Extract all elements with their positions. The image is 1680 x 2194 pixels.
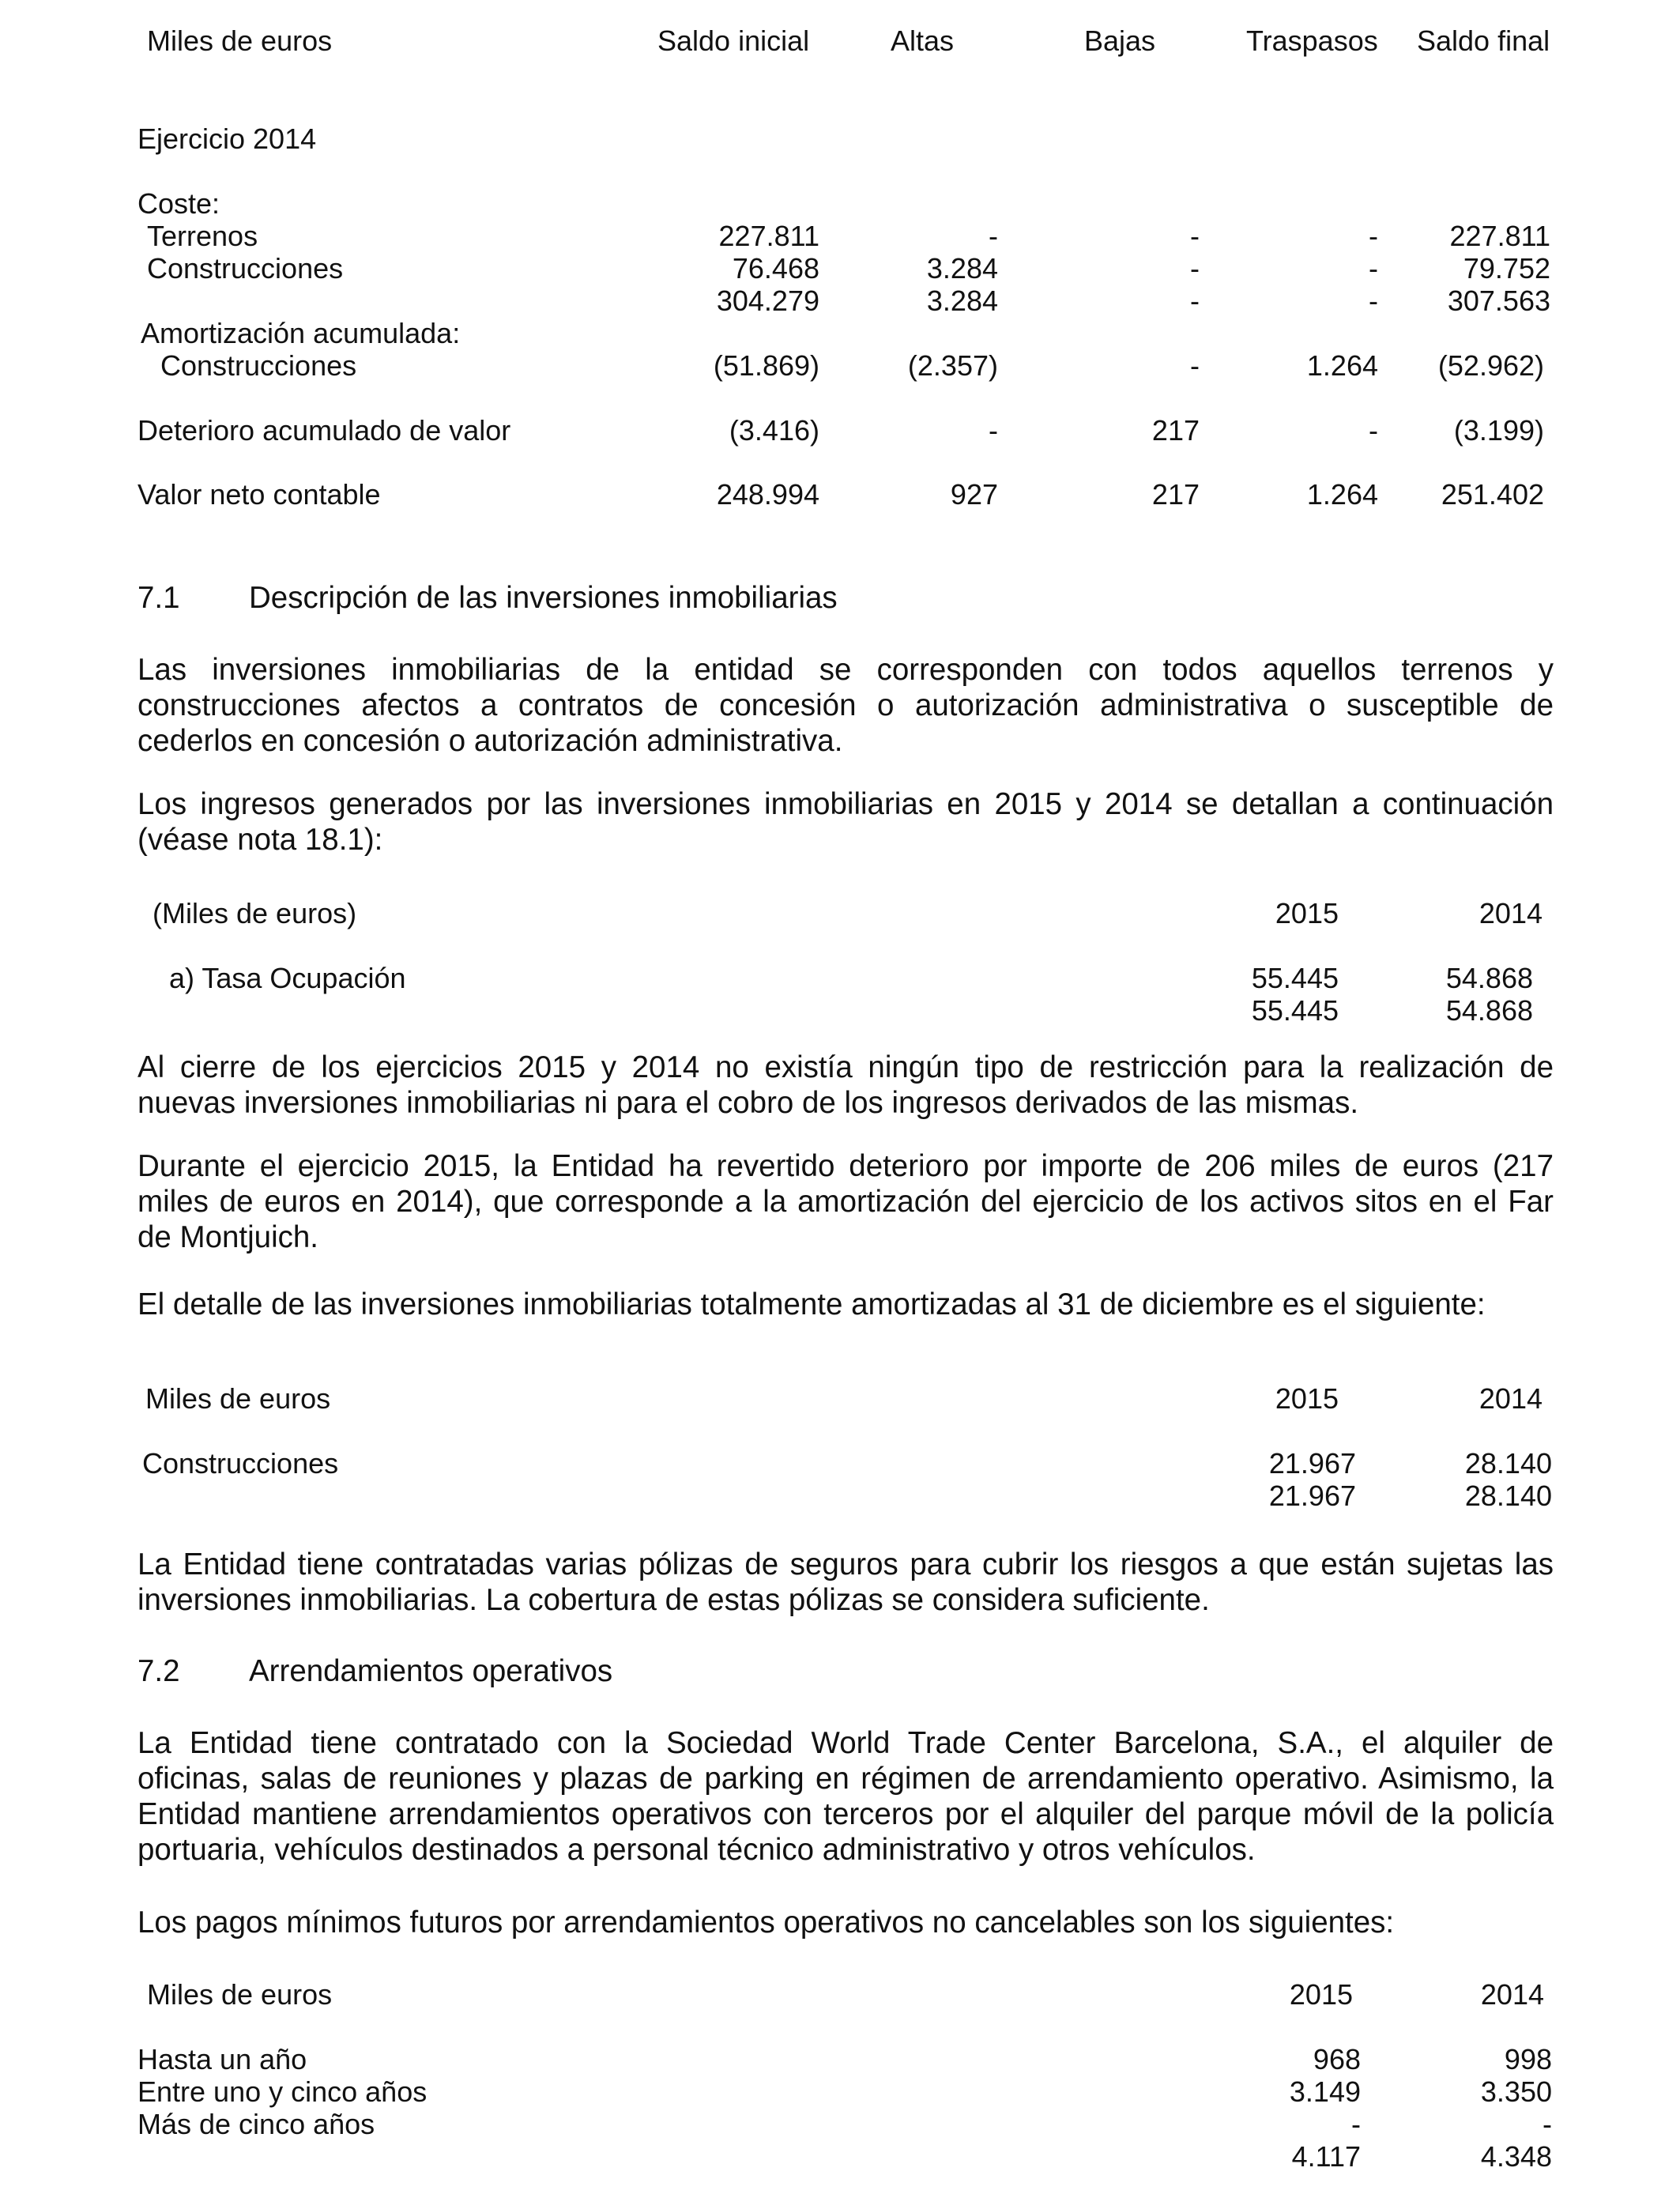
cell-2014: 998 [1504,2043,1552,2075]
cell-traspasos: 1.264 [1306,478,1378,511]
table-header-2014: 2014 [1478,1382,1543,1415]
paragraph: Al cierre de los ejercicios 2015 y 2014 no existía ningún tipo de restricción para la realización de nuevas inversiones inmobiliarias ni para el cobro de los ingresos derivados de las mismas. [137,1050,1554,1120]
paragraph: Las inversiones inmobiliarias de la entidad se corresponden con todos aquellos terrenos y construcciones afectos a contratos de concesión o autorización administrativa o susceptible de cederlos en concesión o autorización administrativa. [137,653,1554,758]
period-label: Ejercicio 2014 [137,123,317,155]
cell-2015: 3.149 [1289,2075,1361,2108]
cell-2014: 28.140 [1464,1447,1552,1480]
cell-bajas: - [1190,220,1200,252]
section-number: 7.2 [137,1654,180,1688]
cell-2014: - [1543,2108,1552,2140]
row-label: a) Tasa Ocupación [169,962,406,994]
row-label: Construcciones [147,252,344,285]
paragraph: El detalle de las inversiones inmobiliarias totalmente amortizadas al 31 de diciembre es el siguiente: [137,1287,1486,1321]
cell-2015: 4.117 [1291,2140,1361,2173]
cell-altas: 3.284 [926,285,998,317]
cell-2014: 28.140 [1464,1480,1552,1512]
cell-traspasos: - [1369,414,1378,447]
cell-2015: 21.967 [1268,1480,1356,1512]
paragraph: Durante el ejercicio 2015, la Entidad ha revertido deterioro por importe de 206 miles de euros (217 miles de euros en 2014), que corresponde a la amortización del ejercicio de los activos sitos en el Far de Montjuich. [137,1149,1554,1254]
cell-bajas: 217 [1151,414,1200,447]
section-title: Descripción de las inversiones inmobiliarias [249,581,838,615]
paragraph: Los pagos mínimos futuros por arrendamientos operativos no cancelables son los siguientes: [137,1906,1395,1940]
table-header-units: (Miles de euros) [153,897,357,929]
cell-2014: 54.868 [1445,962,1533,994]
cell-2015: 21.967 [1268,1447,1356,1480]
row-label: Construcciones [142,1447,339,1480]
cell-saldo-final: 79.752 [1463,252,1550,285]
table-header-units: Miles de euros [147,1978,333,2011]
cell-2014: 4.348 [1480,2140,1552,2173]
cell-2015: 55.445 [1251,962,1339,994]
cell-saldo-final: 307.563 [1447,285,1550,317]
cell-altas: 3.284 [926,252,998,285]
row-label: Entre uno y cinco años [137,2075,428,2108]
cell-saldo-inicial: (3.416) [729,414,819,447]
section-number: 7.1 [137,581,180,615]
cell-2014: 3.350 [1480,2075,1552,2108]
coste-label: Coste: [137,187,220,220]
cell-saldo-inicial: 248.994 [716,478,819,511]
cell-altas: - [989,414,998,447]
row-label: Más de cinco años [137,2108,375,2140]
row-label: Deterioro acumulado de valor [137,414,511,447]
row-label: Terrenos [147,220,258,252]
cell-saldo-final: 251.402 [1441,478,1544,511]
cell-altas: 927 [950,478,998,511]
cell-saldo-inicial: 227.811 [718,220,819,252]
table-header-saldo-inicial: Saldo inicial [657,25,810,57]
cell-traspasos: - [1369,285,1378,317]
cell-saldo-final: 227.811 [1449,220,1550,252]
cell-2015: 55.445 [1251,994,1339,1027]
cell-2015: - [1351,2108,1361,2140]
table-header-2015: 2015 [1289,1978,1353,2011]
table-header-units: Miles de euros [147,25,333,57]
row-label: Hasta un año [137,2043,307,2075]
paragraph: La Entidad tiene contratado con la Sociedad World Trade Center Barcelona, S.A., el alquiler de oficinas, salas de reuniones y plazas de parking en régimen de arrendamiento operativo. Asimismo, la Entidad mantiene arrendamientos operativos con terceros por el alquiler del parque móvil de la policía portuaria, vehículos destinados a personal técnico administrativo y otros vehículos. [137,1726,1554,1867]
table-header-saldo-final: Saldo final [1417,25,1550,57]
cell-altas: (2.357) [907,349,998,382]
amortizacion-label: Amortización acumulada: [141,317,461,349]
table-header-2014: 2014 [1478,897,1543,929]
row-label: Construcciones [160,349,357,382]
cell-saldo-inicial: (51.869) [713,349,819,382]
cell-altas: - [989,220,998,252]
cell-traspasos: - [1369,220,1378,252]
cell-bajas: - [1190,252,1200,285]
cell-saldo-final: (3.199) [1453,414,1544,447]
table-header-2015: 2015 [1275,897,1339,929]
table-header-units: Miles de euros [145,1382,331,1415]
cell-2015: 968 [1313,2043,1361,2075]
cell-bajas: 217 [1151,478,1200,511]
cell-traspasos: 1.264 [1306,349,1378,382]
table-header-altas: Altas [891,25,955,57]
table-header-bajas: Bajas [1084,25,1156,57]
cell-saldo-inicial: 304.279 [716,285,819,317]
cell-bajas: - [1190,285,1200,317]
cell-saldo-inicial: 76.468 [732,252,819,285]
cell-traspasos: - [1369,252,1378,285]
cell-saldo-final: (52.962) [1437,349,1544,382]
cell-2014: 54.868 [1445,994,1533,1027]
paragraph: La Entidad tiene contratadas varias pólizas de seguros para cubrir los riesgos a que están sujetas las inversiones inmobiliarias. La cobertura de estas pólizas se considera suficiente. [137,1547,1554,1617]
paragraph: Los ingresos generados por las inversiones inmobiliarias en 2015 y 2014 se detallan a continuación (véase nota 18.1): [137,787,1554,857]
table-header-2015: 2015 [1275,1382,1339,1415]
row-label: Valor neto contable [137,478,381,511]
section-title: Arrendamientos operativos [249,1654,613,1688]
table-header-traspasos: Traspasos [1246,25,1378,57]
cell-bajas: - [1190,349,1200,382]
table-header-2014: 2014 [1480,1978,1544,2011]
